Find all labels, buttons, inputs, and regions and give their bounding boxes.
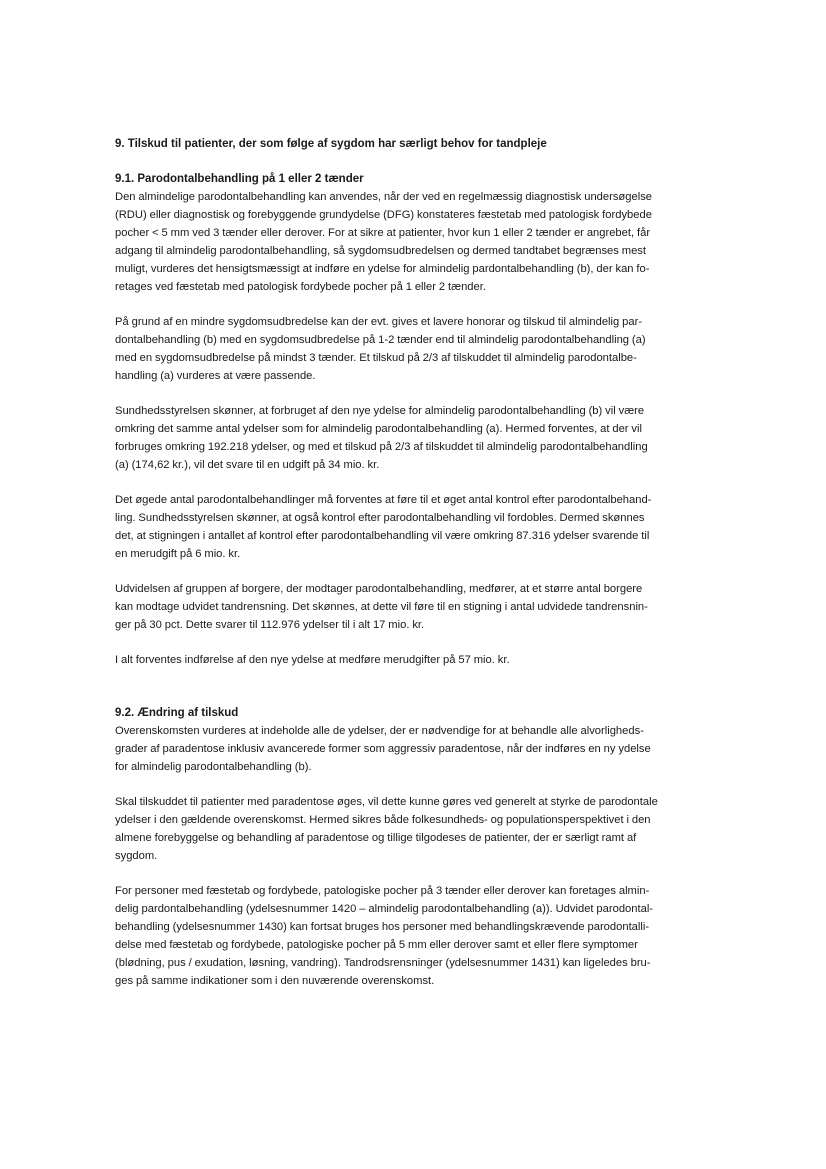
text-line: forbruges omkring 192.218 ydelser, og med et tilskud på 2/3 af tilskuddet til almindelig parodontalbehandling: [115, 441, 648, 453]
paragraph: [115, 793, 697, 865]
paragraph: [115, 651, 697, 669]
text-line: Skal tilskuddet til patienter med paradentose øges, vil dette kunne gøres ved generelt at styrke de parodontale: [115, 796, 658, 808]
paragraph: [115, 188, 697, 296]
text-line: Udvidelsen af gruppen af borgere, der modtager parodontalbehandling, medfører, at et større antal borgere: [115, 583, 643, 595]
text-line: (RDU) eller diagnostisk og forebyggende grundydelse (DFG) konstateres fæstetab med patologisk fordybede: [115, 209, 652, 221]
text-line: ydelser i den gældende overenskomst. Hermed sikres både folkesundheds- og populationsperspektivet i den: [115, 814, 651, 826]
document-page: [115, 135, 697, 1007]
text-line: handling (a) vurderes at være passende.: [115, 370, 316, 382]
text-line: retages ved fæstetab med patologisk fordybede pocher på 1 eller 2 tænder.: [115, 281, 486, 293]
text-line: dontalbehandling (b) med en sygdomsudbredelse på 1-2 tænder end til almindelig parodontalbehandling (a): [115, 334, 646, 346]
text-line: På grund af en mindre sygdomsudbredelse kan der evt. gives et lavere honorar og tilskud til almindelig par-: [115, 316, 643, 328]
text-line: sygdom.: [115, 850, 158, 862]
subsection-title: 9.2. Ændring af tilskud: [115, 707, 239, 719]
text-line: det, at stigningen i antallet af kontrol efter parodontalbehandling vil være omkring 87.316 ydelser svarende til: [115, 530, 650, 542]
text-line: Det øgede antal parodontalbehandlinger må forventes at føre til et øget antal kontrol efter parodontalbehand-: [115, 494, 652, 506]
text-line: pocher < 5 mm ved 3 tænder eller derover. For at sikre at patienter, hvor kun 1 eller 2 tænder er angrebet, får: [115, 227, 651, 239]
text-line: behandling (ydelsesnummer 1430) kan fortsat bruges hos personer med behandlingskrævende parodontalli-: [115, 921, 650, 933]
text-line: Den almindelige parodontalbehandling kan anvendes, når der ved en regelmæssig diagnostisk undersøgelse: [115, 191, 653, 203]
text-line: ling. Sundhedsstyrelsen skønner, at også kontrol efter parodontalbehandling vil fordobles. Dermed skønnes: [115, 512, 645, 524]
text-line: delig pardontalbehandling (ydelsesnummer 1420 – almindelig parodontalbehandling (a)). Udvidet parodontal-: [115, 903, 654, 915]
text-line: for almindelig parodontalbehandling (b).: [115, 761, 312, 773]
text-line: med en sygdomsudbredelse på mindst 3 tænder. Et tilskud på 2/3 af tilskuddet til almindelig parodontalbe-: [115, 352, 637, 364]
paragraph: [115, 402, 697, 474]
section-9-2: [115, 704, 697, 990]
section-heading: 9. Tilskud til patienter, der som følge af sygdom har særligt behov for tandpleje: [115, 138, 547, 150]
paragraph: [115, 722, 697, 776]
text-line: almene forebyggelse og behandling af paradentose og tillige tilgodeses de patienter, der er særligt ramt af: [115, 832, 637, 844]
text-line: (blødning, pus / exudation, løsning, vandring). Tandrodsrensninger (ydelsesnummer 1431) kan ligeledes bru-: [115, 957, 651, 969]
text-line: grader af paradentose inklusiv avancerede former som aggressiv paradentose, når der indføres en ny ydelse: [115, 743, 651, 755]
section-9-1: [115, 170, 697, 669]
subsection-title: 9.1. Parodontalbehandling på 1 eller 2 tænder: [115, 173, 364, 185]
text-line: delse med fæstetab og fordybede, patologiske pocher på 5 mm eller derover samt et eller flere symptomer: [115, 939, 638, 951]
text-line: Overenskomsten vurderes at indeholde alle de ydelser, der er nødvendige for at behandle alle alvorligheds-: [115, 725, 644, 737]
text-line: I alt forventes indførelse af den nye ydelse at medføre merudgifter på 57 mio. kr.: [115, 654, 510, 666]
paragraph: [115, 491, 697, 563]
text-line: muligt, vurderes det hensigtsmæssigt at indføre en ydelse for almindelig pardontalbehandling (b), der kan fo-: [115, 263, 650, 275]
paragraph: [115, 580, 697, 634]
text-line: ger på 30 pct. Dette svarer til 112.976 ydelser til i alt 17 mio. kr.: [115, 619, 425, 631]
text-line: omkring det samme antal ydelser som for almindelig parodontalbehandling (a). Hermed forventes, at der vil: [115, 423, 643, 435]
text-line: For personer med fæstetab og fordybede, patologiske pocher på 3 tænder eller derover kan foretages almin-: [115, 885, 650, 897]
text-line: Sundhedsstyrelsen skønner, at forbruget af den nye ydelse for almindelig parodontalbehandling (b) vil være: [115, 405, 645, 417]
text-line: en merudgift på 6 mio. kr.: [115, 548, 241, 560]
text-line: (a) (174,62 kr.), vil det svare til en udgift på 34 mio. kr.: [115, 459, 380, 471]
text-line: ges på samme indikationer som i den nuværende overenskomst.: [115, 975, 435, 987]
paragraph: [115, 313, 697, 385]
text-line: adgang til almindelig parodontalbehandling, så sygdomsudbredelsen og dermed tandtabet begrænses mest: [115, 245, 647, 257]
text-line: kan modtage udvidet tandrensning. Det skønnes, at dette vil føre til en stigning i antal udvidede tandrensnin-: [115, 601, 648, 613]
paragraph: [115, 882, 697, 990]
